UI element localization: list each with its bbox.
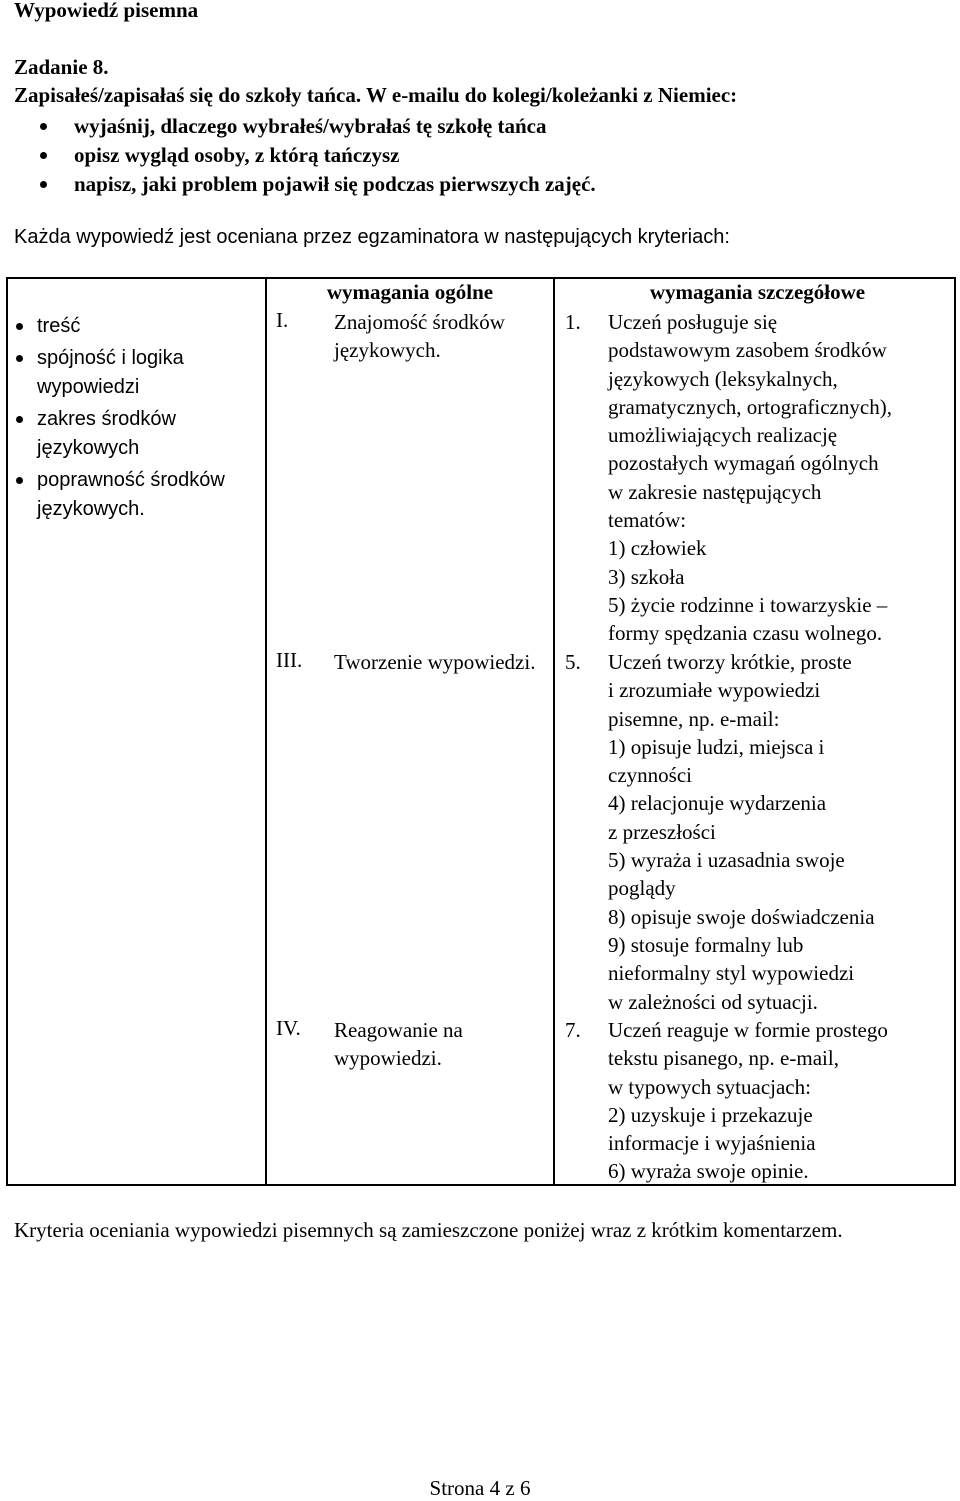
detailed-line: tematów: bbox=[608, 508, 687, 533]
detailed-line: czynności bbox=[608, 763, 692, 788]
task-point: napisz, jaki problem pojawił się podczas pierwszych zajęć. bbox=[40, 170, 596, 199]
task-points-list bbox=[40, 112, 596, 199]
detailed-line: 8) opisuje swoje doświadczenia bbox=[608, 904, 875, 929]
detailed-req-body bbox=[608, 308, 948, 648]
table-divider-2 bbox=[553, 277, 555, 1186]
detailed-line: 1) opisuje ludzi, miejsca i bbox=[608, 734, 825, 759]
criterion-item: spójność i logika wypowiedzi bbox=[16, 344, 266, 402]
detailed-line: i zrozumiałe wypowiedzi bbox=[608, 678, 821, 703]
detailed-line: poglądy bbox=[608, 876, 676, 901]
detailed-line: Uczeń tworzy krótkie, proste bbox=[608, 650, 852, 674]
detailed-line: 5) życie rodzinne i towarzyskie – bbox=[608, 592, 888, 617]
section-title: Wypowiedź pisemna bbox=[14, 0, 199, 22]
criteria-list bbox=[16, 312, 266, 527]
detailed-line: formy spędzania czasu wolnego. bbox=[608, 621, 883, 646]
criterion-item: treść bbox=[16, 312, 266, 341]
criteria-intro: Każda wypowiedź jest oceniana przez egzaminatora w następujących kryteriach: bbox=[14, 226, 730, 248]
general-req-num: IV. bbox=[276, 1016, 301, 1040]
general-req-text: Tworzenie wypowiedzi. bbox=[334, 650, 536, 674]
general-req-num: I. bbox=[276, 308, 289, 332]
header-general: wymagania ogólne bbox=[326, 280, 494, 304]
detailed-line: 9) stosuje formalny lub bbox=[608, 932, 804, 957]
detailed-line: z przeszłości bbox=[608, 819, 716, 844]
detailed-line: 3) szkoła bbox=[608, 564, 685, 589]
detailed-line: 1) człowiek bbox=[608, 536, 707, 561]
footer-text: Kryteria oceniania wypowiedzi pisemnych są zamieszczone poniżej wraz z krótkim komentarzem. bbox=[14, 1218, 843, 1242]
detailed-line: nieformalny styl wypowiedzi bbox=[608, 961, 855, 986]
task-point: wyjaśnij, dlaczego wybrałeś/wybrałaś tę szkołę tańca bbox=[40, 112, 596, 141]
detailed-line: w zakresie następujących bbox=[608, 479, 822, 504]
detailed-line: w zależności od sytuacji. bbox=[608, 989, 818, 1014]
detailed-line: 4) relacjonuje wydarzenia bbox=[608, 791, 827, 816]
detailed-line: językowych (leksykalnych, bbox=[608, 366, 838, 391]
general-req-text: Reagowanie na wypowiedzi. bbox=[334, 1018, 463, 1070]
general-req-text: Znajomość środków językowych. bbox=[334, 310, 505, 362]
detailed-line: w typowych sytuacjach: bbox=[608, 1074, 811, 1099]
table-border-top bbox=[6, 277, 956, 279]
detailed-req-body bbox=[608, 648, 948, 1016]
detailed-req-body bbox=[608, 1016, 948, 1186]
detailed-line: pozostałych wymagań ogólnych bbox=[608, 451, 879, 476]
detailed-req-num: 7. bbox=[565, 1018, 581, 1042]
detailed-line: Uczeń posługuje się bbox=[608, 310, 778, 334]
detailed-line: tekstu pisanego, np. e-mail, bbox=[608, 1046, 839, 1071]
criterion-item: poprawność środków językowych. bbox=[16, 466, 266, 524]
detailed-line: 2) uzyskuje i przekazuje bbox=[608, 1102, 813, 1127]
table-border-left bbox=[6, 277, 8, 1186]
detailed-line: Uczeń reaguje w formie prostego bbox=[608, 1018, 888, 1042]
header-detailed: wymagania szczegółowe bbox=[649, 280, 866, 304]
criterion-item: zakres środków językowych bbox=[16, 405, 266, 463]
task-point: opisz wygląd osoby, z którą tańczysz bbox=[40, 141, 596, 170]
detailed-line: podstawowym zasobem środków bbox=[608, 338, 887, 363]
task-intro: Zapisałeś/zapisałaś się do szkoły tańca. W e-mailu do kolegi/koleżanki z Niemiec: bbox=[14, 83, 738, 107]
detailed-line: informacje i wyjaśnienia bbox=[608, 1131, 816, 1156]
general-req-num: III. bbox=[276, 648, 303, 672]
detailed-line: 5) wyraża i uzasadnia swoje bbox=[608, 848, 845, 873]
detailed-req-num: 5. bbox=[565, 650, 581, 674]
detailed-line: pisemne, np. e-mail: bbox=[608, 706, 780, 731]
task-title: Zadanie 8. bbox=[14, 55, 109, 79]
table-border-right bbox=[954, 277, 956, 1186]
detailed-line: gramatycznych, ortograficznych), bbox=[608, 394, 892, 419]
detailed-req-num: 1. bbox=[565, 310, 581, 334]
page-number: Strona 4 z 6 bbox=[429, 1476, 531, 1500]
detailed-line: 6) wyraża swoje opinie. bbox=[608, 1159, 809, 1184]
detailed-line: umożliwiających realizację bbox=[608, 423, 838, 448]
